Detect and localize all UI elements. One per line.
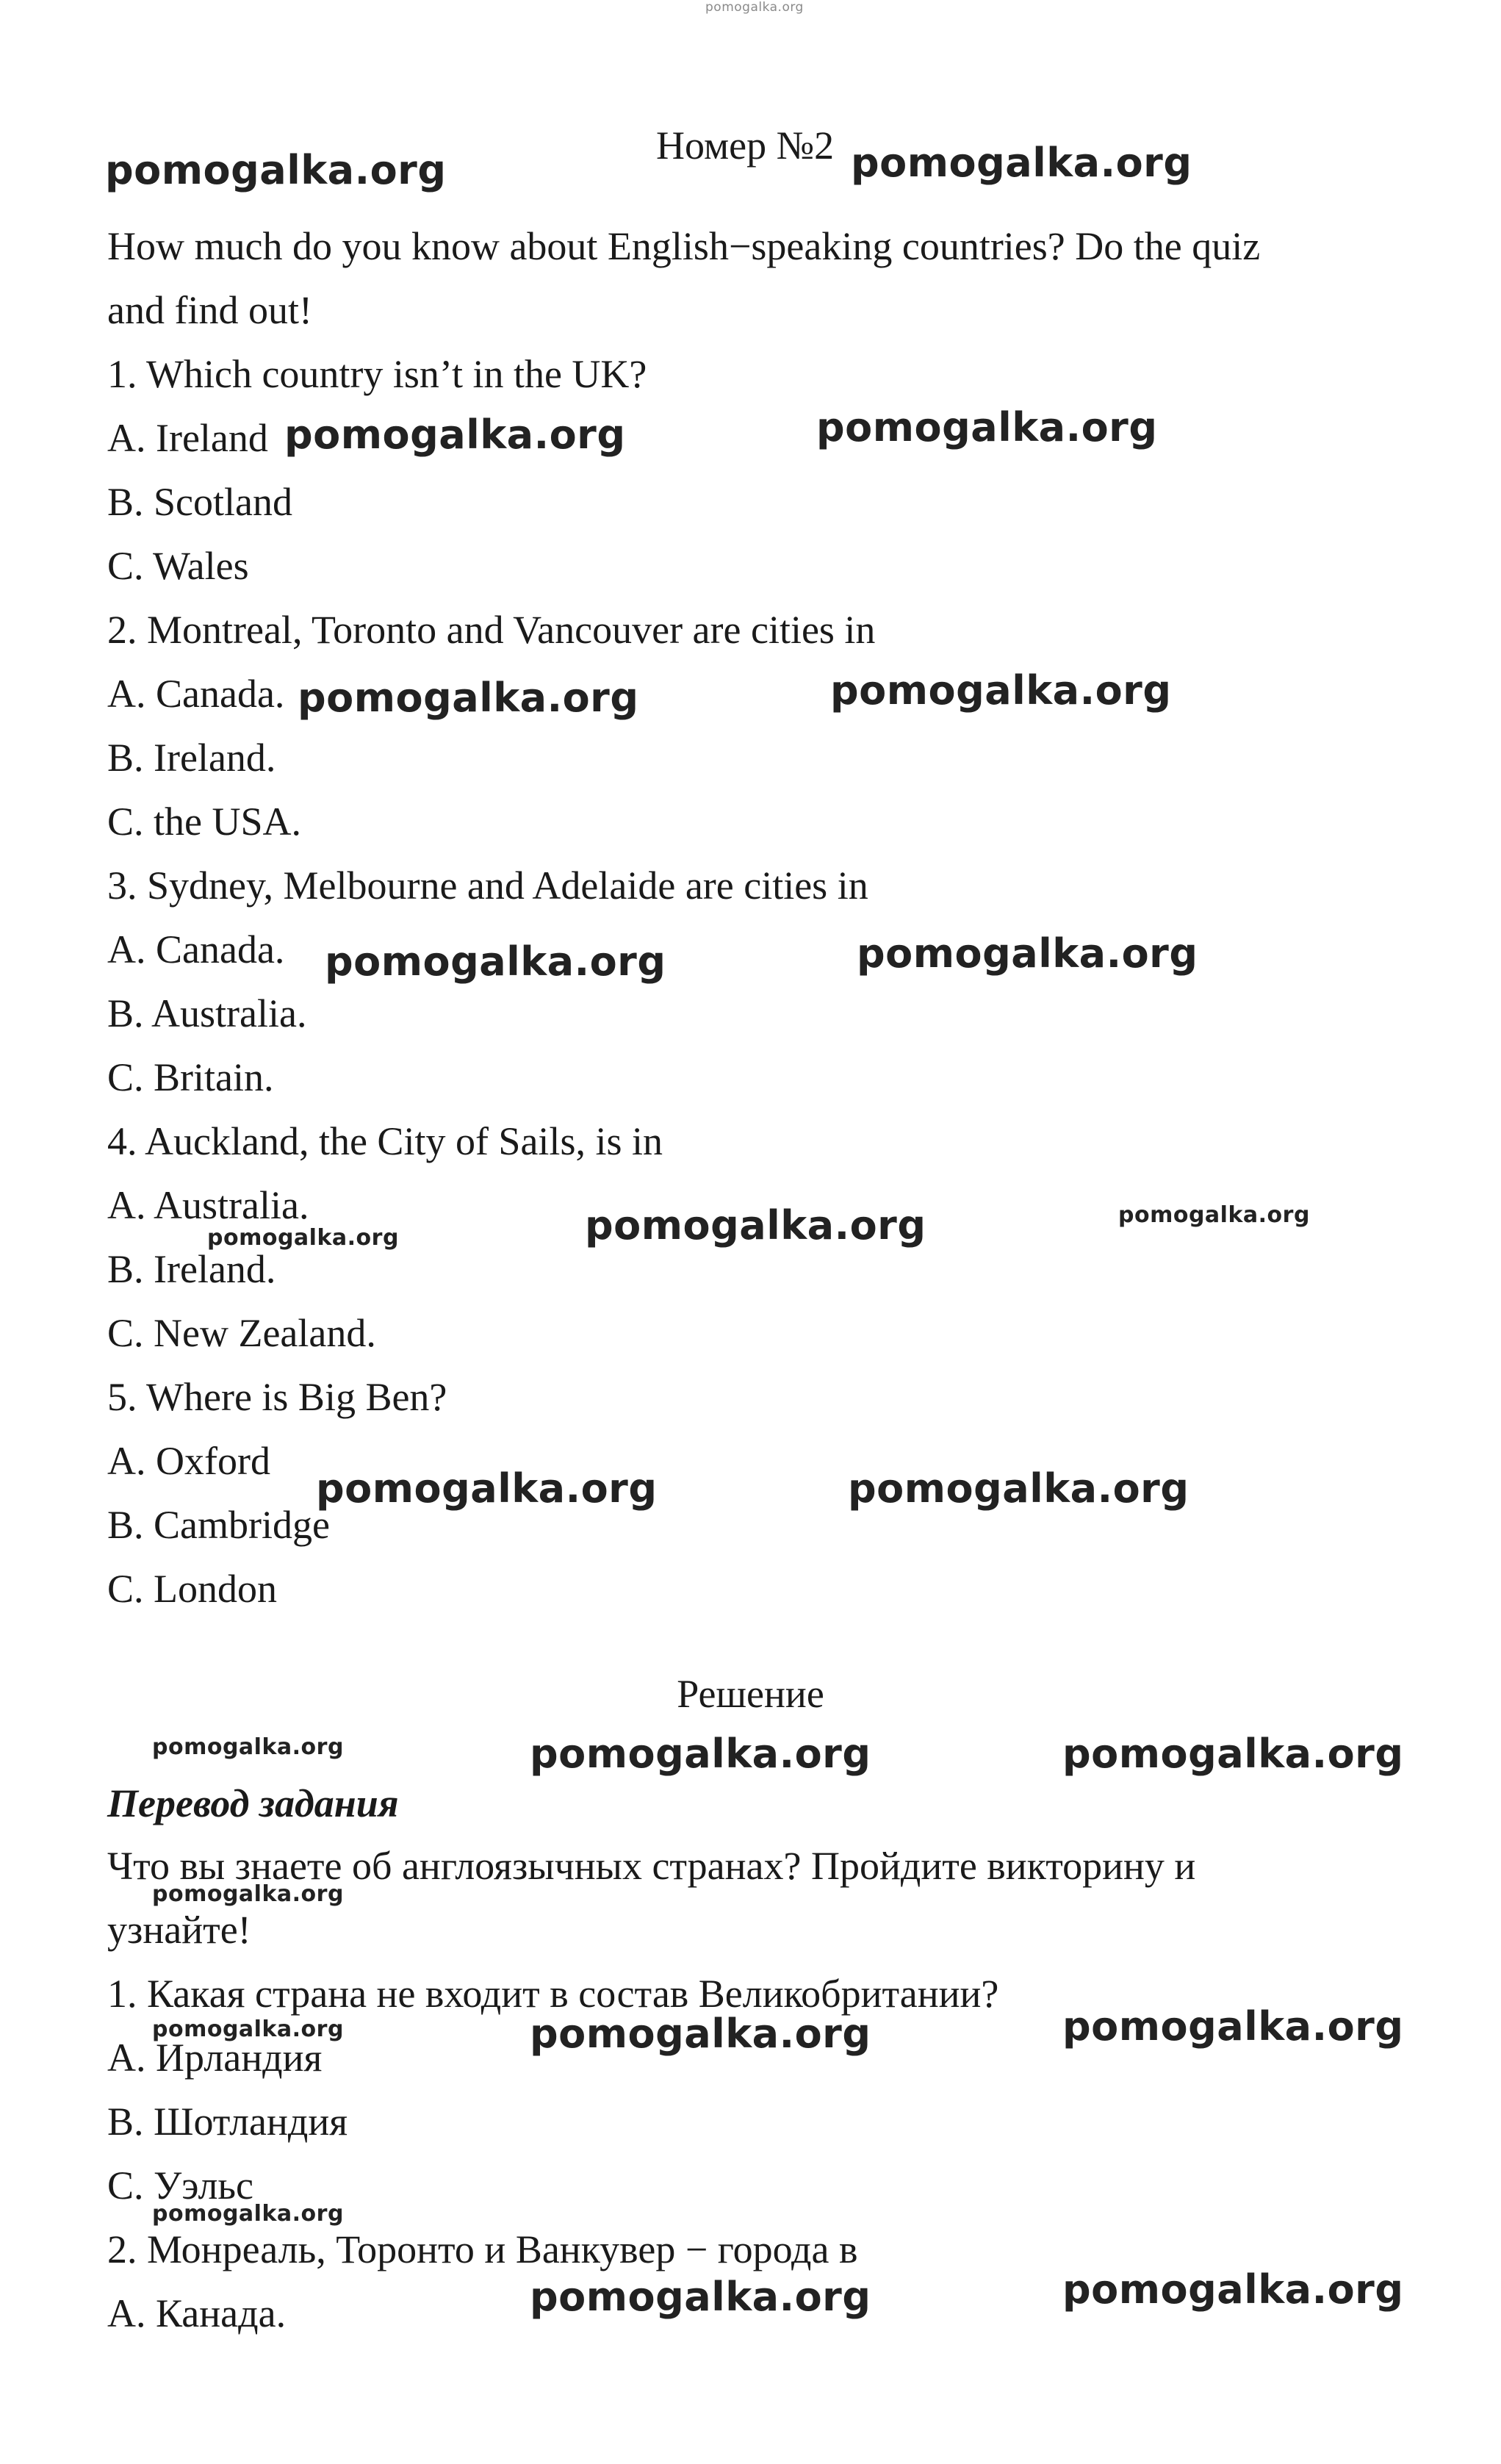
question-2: 2. Montreal, Toronto and Vancouver are cities in [107,608,876,652]
question-5-option-b: B. Cambridge [107,1503,330,1547]
watermark: pomogalka.org [284,412,626,458]
question-3-option-b: B. Australia. [107,991,307,1035]
question-3-option-a: A. Canada. [107,927,285,971]
watermark: pomogalka.org [298,675,639,721]
question-4-option-c: C. New Zealand. [107,1311,376,1355]
watermark: pomogalka.org [1118,1202,1310,1228]
question-5: 5. Where is Big Ben? [107,1375,447,1419]
translation-question-1: 1. Какая страна не входит в состав Великобритании? [107,1972,999,2016]
watermark: pomogalka.org [1062,2266,1404,2313]
watermark-top: pomogalka.org [705,0,804,15]
question-4: 4. Auckland, the City of Sails, is in [107,1119,663,1163]
watermark: pomogalka.org [585,1202,926,1249]
question-1: 1. Which country isn’t in the UK? [107,352,647,396]
page-title: Номер №2 [656,123,835,168]
question-1-option-b: B. Scotland [107,480,292,524]
translation-title: Перевод задания [107,1781,399,1825]
translation-intro-line2: узнайте! [107,1908,251,1952]
translation-intro-line1: Что вы знаете об англоязычных странах? Пройдите викторину и [107,1844,1196,1888]
watermark: pomogalka.org [316,1465,658,1512]
question-2-option-a: A. Canada. [107,672,285,716]
question-5-option-c: C. London [107,1567,278,1611]
question-5-option-a: A. Oxford [107,1439,270,1483]
watermark: pomogalka.org [152,1881,344,1907]
solution-heading: Решение [677,1672,824,1716]
question-2-option-c: C. the USA. [107,800,302,844]
task-intro-line1: How much do you know about English−speaking countries? Do the quiz [107,224,1261,268]
question-3-option-c: C. Britain. [107,1055,274,1099]
watermark: pomogalka.org [816,404,1158,450]
question-4-option-b: B. Ireland. [107,1247,276,1291]
watermark: pomogalka.org [851,140,1192,186]
translation-question-2: 2. Монреаль, Торонто и Ванкувер − города в [107,2227,858,2271]
translation-question-2-option-a: A. Канада. [107,2291,287,2335]
task-intro-line2: and find out! [107,288,312,332]
watermark: pomogalka.org [152,2016,344,2042]
watermark: pomogalka.org [1062,1731,1404,1777]
watermark: pomogalka.org [207,1225,399,1251]
watermark: pomogalka.org [848,1465,1189,1512]
translation-question-1-option-c: C. Уэльс [107,2163,253,2208]
watermark: pomogalka.org [152,2201,344,2227]
watermark: pomogalka.org [325,938,666,985]
question-1-option-c: C. Wales [107,544,249,588]
watermark: pomogalka.org [105,147,447,193]
translation-question-1-option-b: B. Шотландия [107,2100,348,2144]
question-1-option-a: A. Ireland [107,416,268,460]
question-2-option-b: B. Ireland. [107,736,276,780]
watermark: pomogalka.org [152,1734,344,1760]
watermark: pomogalka.org [857,930,1198,977]
question-3: 3. Sydney, Melbourne and Adelaide are cities in [107,863,868,908]
watermark: pomogalka.org [1062,2003,1404,2050]
translation-question-1-option-a: A. Ирландия [107,2036,323,2080]
watermark: pomogalka.org [530,2274,871,2320]
watermark: pomogalka.org [530,2011,871,2057]
question-4-option-a: A. Australia. [107,1183,309,1227]
watermark: pomogalka.org [830,667,1172,714]
watermark: pomogalka.org [530,1731,871,1777]
